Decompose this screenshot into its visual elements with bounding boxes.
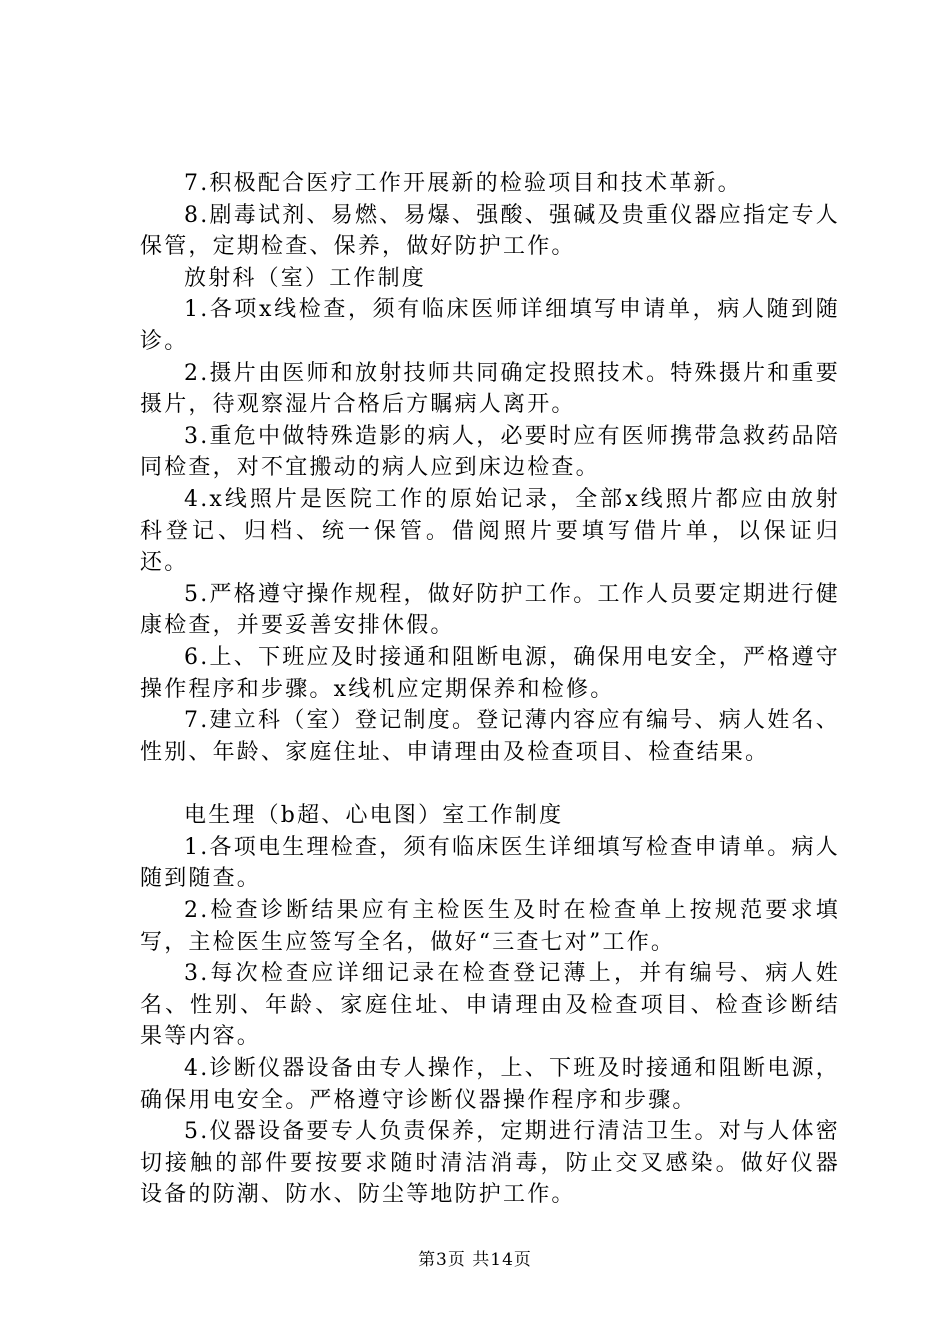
paragraph-electrophysiology-item-3: 3.每次检查应详细记录在检查登记薄上，并有编号、病人姓名、性别、年龄、家庭住址、申请理由及检查项目、检查诊断结果等内容。 (140, 961, 840, 1050)
paragraph-radiology-item-7: 7.建立科（室）登记制度。登记薄内容应有编号、病人姓名、性别、年龄、家庭住址、申请理由及检查项目、检查结果。 (140, 708, 840, 765)
paragraph-radiology-item-2: 2.摄片由医师和放射技师共同确定投照技术。特殊摄片和重要摄片，待观察湿片合格后方瞩病人离开。 (140, 360, 840, 418)
section-heading-electrophysiology: 电生理（b超、心电图）室工作制度 (184, 803, 564, 829)
paragraph-radiology-item-6: 6.上、下班应及时接通和阻断电源，确保用电安全，严格遵守操作程序和步骤。x线机应定期保养和检修。 (140, 644, 840, 702)
paragraph-electrophysiology-item-1: 1.各项电生理检查，须有临床医生详细填写检查申请单。病人随到随查。 (140, 834, 840, 892)
paragraph-radiology-item-1: 1.各项x线检查，须有临床医师详细填写申请单，病人随到随诊。 (140, 297, 840, 354)
section-heading-radiology: 放射科（室）工作制度 (184, 265, 427, 291)
paragraph-electrophysiology-item-4: 4.诊断仪器设备由专人操作，上、下班及时接通和阻断电源，确保用电安全。严格遵守诊断仪器操作程序和步骤。 (140, 1056, 840, 1113)
paragraph-lab-item-7: 7.积极配合医疗工作开展新的检验项目和技术革新。 (184, 171, 742, 196)
paragraph-radiology-item-3: 3.重危中做特殊造影的病人，必要时应有医师携带急救药品陪同检查，对不宜搬动的病人应到床边检查。 (140, 423, 840, 481)
page-footer: 第3页 共14页 (418, 1250, 532, 1270)
paragraph-electrophysiology-item-2: 2.检查诊断结果应有主检医生及时在检查单上按规范要求填写，主检医生应签写全名，做好“三查七对”工作。 (140, 898, 840, 955)
paragraph-electrophysiology-item-5: 5.仪器设备要专人负责保养，定期进行清洁卫生。对与人体密切接触的部件要按要求随时清洁消毒，防止交叉感染。做好仪器设备的防潮、防水、防尘等地防护工作。 (140, 1119, 840, 1208)
document-body (140, 168, 840, 1211)
paragraph-radiology-item-5: 5.严格遵守操作规程，做好防护工作。工作人员要定期进行健康检查，并要妥善安排休假。 (140, 581, 840, 639)
paragraph-lab-item-8: 8.剧毒试剂、易燃、易爆、强酸、强碱及贵重仪器应指定专人保管，定期检查、保养，做好防护工作。 (140, 202, 840, 260)
paragraph-radiology-item-4: 4.x线照片是医院工作的原始记录，全部x线照片都应由放射科登记、归档、统一保管。借阅照片要填写借片单，以保证归还。 (140, 486, 840, 576)
